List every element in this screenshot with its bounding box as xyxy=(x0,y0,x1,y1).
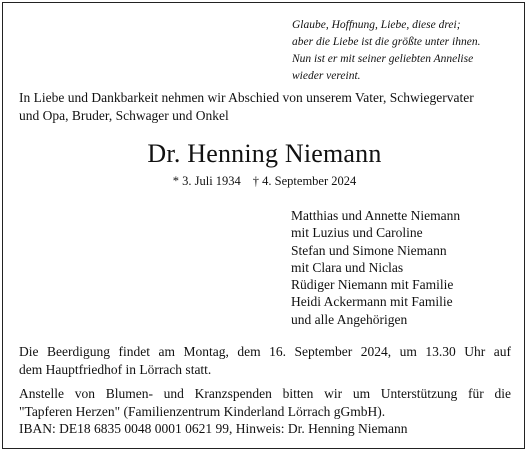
mourner-line: Rüdiger Niemann mit Familie xyxy=(291,277,454,293)
donation-line: "Tapferen Herzen" (Familienzentrum Kinderland Lörrach gGmbH). xyxy=(19,403,386,419)
death-date: † 4. September 2024 xyxy=(252,174,357,188)
farewell-intro xyxy=(19,89,519,125)
mourner-line: mit Luzius und Caroline xyxy=(291,225,423,241)
mourner-line: Matthias und Annette Niemann xyxy=(291,208,461,223)
mourners-list xyxy=(291,207,521,328)
mourner-line: und alle Angehörigen xyxy=(291,311,408,327)
mourner-line: mit Clara und Niclas xyxy=(291,259,404,275)
donation-request xyxy=(19,385,511,438)
motto-line: wieder vereint. xyxy=(292,70,361,82)
motto-line: Glaube, Hoffnung, Liebe, diese drei; xyxy=(292,19,461,31)
birth-date: * 3. Juli 1934 xyxy=(172,174,241,188)
mourner-line: Heidi Ackermann mit Familie xyxy=(291,294,453,310)
mourner-line: Stefan und Simone Niemann xyxy=(291,242,447,258)
deceased-name: Dr. Henning Niemann xyxy=(147,139,382,168)
bank-details: IBAN: DE18 6835 0048 0001 0621 99, Hinweis: Dr. Henning Niemann xyxy=(19,421,408,436)
funeral-information xyxy=(19,343,511,378)
intro-line: und Opa, Bruder, Schwager und Onkel xyxy=(19,108,229,123)
motto-line: aber die Liebe ist die größte unter ihnen. xyxy=(292,36,481,48)
motto-line: Nun ist er mit seiner geliebten Annelise xyxy=(292,53,474,65)
intro-line: In Liebe und Dankbarkeit nehmen wir Abschied von unserem Vater, Schwiegervater xyxy=(19,90,474,105)
funeral-line: Die Beerdigung findet am Montag, dem 16. September 2024, um 13.30 Uhr auf xyxy=(19,344,511,359)
life-dates xyxy=(0,172,529,190)
bible-verse-motto xyxy=(292,17,524,85)
donation-line: Anstelle von Blumen- und Kranzspenden bitten wir um Unterstützung für die xyxy=(19,386,511,401)
funeral-line: dem Hauptfriedhof in Lörrach statt. xyxy=(19,361,212,377)
